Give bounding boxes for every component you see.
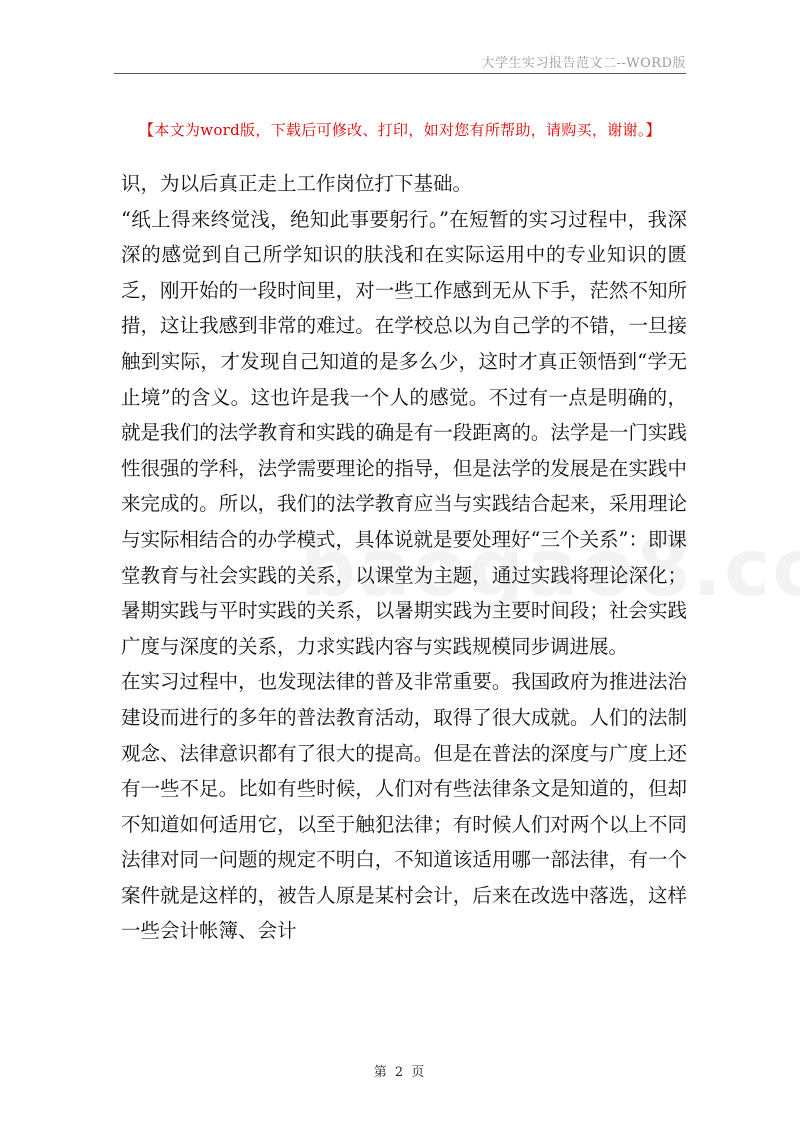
download-notice: 【本文为word版，下载后可修改、打印，如对您有所帮助，请购买，谢谢。】 (139, 121, 661, 139)
page-header-title: 大学生实习报告范文二--WORD版 (481, 56, 686, 71)
page-number: 第 2 页 (373, 1065, 427, 1080)
paragraph-2: “纸上得来终觉浅，绝知此事要躬行。”在短暂的实习过程中，我深深的感觉到自己所学知识的肤浅和在实际运用中的专业知识的匮乏，刚开始的一段时间里，对一些工作感到无从下手，茫然不知所措，这让我感到非常的难过。在学校总以为自己学的不错，一旦接触到实际，才发现自己知道的是多么少，这时才真正领悟到“学无止境”的含义。这也许是我一个人的感觉。不过有一点是明确的，就是我们的法学教育和实践的确是有一段距离的。法学是一门实践性很强的学科，法学需要理论的指导，但是法学的发展是在实践中来完成的。所以，我们的法学教育应当与实践结合起来，采用理论与实际相结合的办学模式，具体说就是要处理好“三个关系”：即课堂教育与社会实践的关系，以课堂为主题，通过实践将理论深化；暑期实践与平时实践的关系，以暑期实践为主要时间段；社会实践广度与深度的关系，力求实践内容与实践规模同步调进展。 (121, 207, 687, 658)
paragraph-3: 在实习过程中，也发现法律的普及非常重要。我国政府为推进法治建设而进行的多年的普法教育活动，取得了很大成就。人们的法制观念、法律意识都有了很大的提高。但是在普法的深度与广度上还有一些不足。比如有些时候，人们对有些法律条文是知道的，但却不知道如何适用它，以至于触犯法律；有时候人们对两个以上不同法律对同一问题的规定不明白，不知道该适用哪一部法律，有一个案件就是这样的，被告人原是某村会计，后来在改选中落选，这样一些会计帐簿、会计 (121, 670, 687, 943)
header-divider (114, 73, 686, 74)
paragraph-1: 识，为以后真正走上工作岗位打下基础。 (121, 172, 473, 195)
document-body (121, 166, 687, 949)
